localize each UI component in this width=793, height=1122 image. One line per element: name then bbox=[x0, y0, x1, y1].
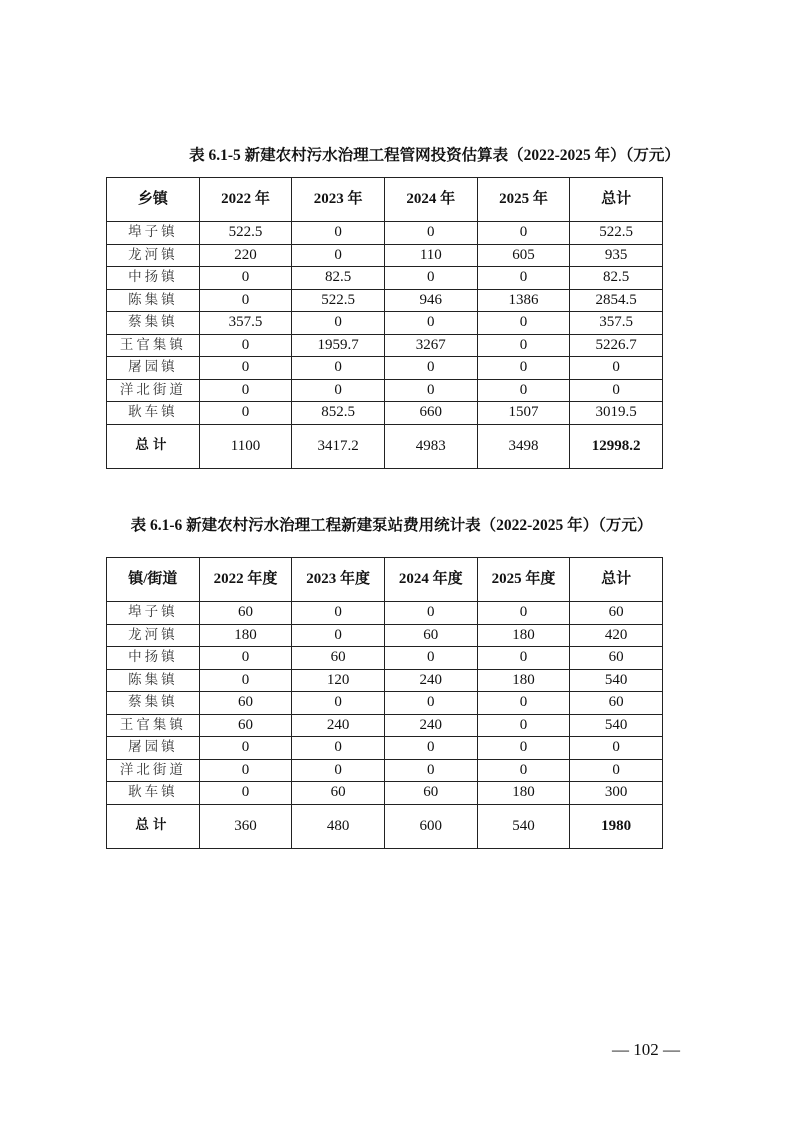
table-row bbox=[107, 714, 663, 737]
town-name-cell: 龙河镇 bbox=[107, 244, 200, 267]
table-row bbox=[107, 692, 663, 715]
value-cell: 946 bbox=[384, 289, 477, 312]
value-cell: 240 bbox=[384, 714, 477, 737]
value-cell: 60 bbox=[570, 647, 663, 670]
value-cell: 3019.5 bbox=[570, 402, 663, 425]
value-cell: 2854.5 bbox=[570, 289, 663, 312]
column-header: 2025 年 bbox=[477, 178, 570, 222]
table1-body bbox=[107, 222, 663, 469]
table-row bbox=[107, 624, 663, 647]
value-cell: 0 bbox=[292, 692, 385, 715]
pump-station-cost-table bbox=[106, 557, 663, 849]
value-cell: 60 bbox=[199, 692, 292, 715]
value-cell: 180 bbox=[477, 669, 570, 692]
table1-caption: 表 6.1-5 新建农村污水治理工程管网投资估算表（2022-2025 年）（万元） bbox=[189, 147, 680, 164]
value-cell: 605 bbox=[477, 244, 570, 267]
value-cell: 220 bbox=[199, 244, 292, 267]
total-row bbox=[107, 804, 663, 848]
table-row bbox=[107, 334, 663, 357]
value-cell: 0 bbox=[477, 222, 570, 245]
value-cell: 1507 bbox=[477, 402, 570, 425]
town-name-cell: 洋北街道 bbox=[107, 759, 200, 782]
table2-body bbox=[107, 602, 663, 849]
table-row bbox=[107, 647, 663, 670]
town-name-cell: 蔡集镇 bbox=[107, 692, 200, 715]
value-cell: 935 bbox=[570, 244, 663, 267]
value-cell: 5226.7 bbox=[570, 334, 663, 357]
value-cell: 0 bbox=[292, 737, 385, 760]
value-cell: 420 bbox=[570, 624, 663, 647]
value-cell: 60 bbox=[199, 602, 292, 625]
value-cell: 0 bbox=[477, 312, 570, 335]
column-header: 2022 年 bbox=[199, 178, 292, 222]
total-value-cell: 540 bbox=[477, 804, 570, 848]
value-cell: 1386 bbox=[477, 289, 570, 312]
table-row bbox=[107, 379, 663, 402]
column-header: 2024 年 bbox=[384, 178, 477, 222]
value-cell: 0 bbox=[199, 782, 292, 805]
value-cell: 0 bbox=[199, 334, 292, 357]
value-cell: 180 bbox=[477, 624, 570, 647]
value-cell: 1959.7 bbox=[292, 334, 385, 357]
value-cell: 0 bbox=[477, 357, 570, 380]
value-cell: 60 bbox=[292, 647, 385, 670]
pipe-network-investment-table bbox=[106, 177, 663, 469]
value-cell: 0 bbox=[292, 602, 385, 625]
value-cell: 357.5 bbox=[199, 312, 292, 335]
total-value-cell: 4983 bbox=[384, 424, 477, 468]
value-cell: 0 bbox=[384, 312, 477, 335]
value-cell: 0 bbox=[384, 759, 477, 782]
table-row bbox=[107, 737, 663, 760]
value-cell: 0 bbox=[477, 602, 570, 625]
value-cell: 522.5 bbox=[292, 289, 385, 312]
value-cell: 0 bbox=[384, 647, 477, 670]
value-cell: 60 bbox=[570, 602, 663, 625]
value-cell: 0 bbox=[477, 759, 570, 782]
town-name-cell: 屠园镇 bbox=[107, 737, 200, 760]
total-value-cell: 3498 bbox=[477, 424, 570, 468]
town-name-cell: 王官集镇 bbox=[107, 714, 200, 737]
value-cell: 82.5 bbox=[292, 267, 385, 290]
value-cell: 0 bbox=[292, 624, 385, 647]
value-cell: 540 bbox=[570, 714, 663, 737]
value-cell: 0 bbox=[292, 222, 385, 245]
value-cell: 0 bbox=[477, 647, 570, 670]
value-cell: 0 bbox=[570, 737, 663, 760]
value-cell: 522.5 bbox=[199, 222, 292, 245]
value-cell: 0 bbox=[199, 379, 292, 402]
value-cell: 60 bbox=[384, 782, 477, 805]
total-label-cell: 总计 bbox=[107, 804, 200, 848]
value-cell: 60 bbox=[384, 624, 477, 647]
grand-total-cell: 12998.2 bbox=[570, 424, 663, 468]
value-cell: 0 bbox=[292, 379, 385, 402]
value-cell: 60 bbox=[199, 714, 292, 737]
town-name-cell: 屠园镇 bbox=[107, 357, 200, 380]
value-cell: 180 bbox=[477, 782, 570, 805]
total-label-cell: 总计 bbox=[107, 424, 200, 468]
value-cell: 0 bbox=[384, 737, 477, 760]
value-cell: 0 bbox=[570, 759, 663, 782]
town-name-cell: 龙河镇 bbox=[107, 624, 200, 647]
value-cell: 0 bbox=[384, 222, 477, 245]
town-name-cell: 蔡集镇 bbox=[107, 312, 200, 335]
town-name-cell: 耿车镇 bbox=[107, 402, 200, 425]
table1-header-row bbox=[107, 178, 663, 222]
table-row bbox=[107, 402, 663, 425]
table-row bbox=[107, 267, 663, 290]
value-cell: 180 bbox=[199, 624, 292, 647]
value-cell: 110 bbox=[384, 244, 477, 267]
value-cell: 0 bbox=[477, 267, 570, 290]
value-cell: 0 bbox=[199, 402, 292, 425]
column-header: 2025 年度 bbox=[477, 558, 570, 602]
value-cell: 0 bbox=[199, 759, 292, 782]
value-cell: 0 bbox=[292, 312, 385, 335]
total-value-cell: 1100 bbox=[199, 424, 292, 468]
town-name-cell: 中扬镇 bbox=[107, 267, 200, 290]
column-header: 2024 年度 bbox=[384, 558, 477, 602]
total-value-cell: 480 bbox=[292, 804, 385, 848]
value-cell: 0 bbox=[477, 737, 570, 760]
value-cell: 60 bbox=[570, 692, 663, 715]
total-value-cell: 3417.2 bbox=[292, 424, 385, 468]
value-cell: 0 bbox=[199, 669, 292, 692]
column-header: 镇/街道 bbox=[107, 558, 200, 602]
value-cell: 82.5 bbox=[570, 267, 663, 290]
value-cell: 0 bbox=[570, 357, 663, 380]
value-cell: 357.5 bbox=[570, 312, 663, 335]
column-header: 2023 年度 bbox=[292, 558, 385, 602]
value-cell: 240 bbox=[384, 669, 477, 692]
total-value-cell: 360 bbox=[199, 804, 292, 848]
value-cell: 660 bbox=[384, 402, 477, 425]
table-row bbox=[107, 244, 663, 267]
value-cell: 0 bbox=[199, 647, 292, 670]
value-cell: 0 bbox=[292, 244, 385, 267]
total-row bbox=[107, 424, 663, 468]
value-cell: 0 bbox=[199, 737, 292, 760]
value-cell: 240 bbox=[292, 714, 385, 737]
value-cell: 3267 bbox=[384, 334, 477, 357]
town-name-cell: 埠子镇 bbox=[107, 602, 200, 625]
value-cell: 0 bbox=[199, 289, 292, 312]
table2-header-row bbox=[107, 558, 663, 602]
page-number: — 102 — bbox=[612, 1040, 680, 1059]
town-name-cell: 耿车镇 bbox=[107, 782, 200, 805]
table2-caption: 表 6.1-6 新建农村污水治理工程新建泵站费用统计表（2022-2025 年）（万元） bbox=[130, 517, 653, 534]
value-cell: 0 bbox=[199, 357, 292, 380]
value-cell: 0 bbox=[384, 379, 477, 402]
value-cell: 0 bbox=[384, 602, 477, 625]
value-cell: 60 bbox=[292, 782, 385, 805]
table-row bbox=[107, 759, 663, 782]
grand-total-cell: 1980 bbox=[570, 804, 663, 848]
town-name-cell: 陈集镇 bbox=[107, 289, 200, 312]
column-header: 2022 年度 bbox=[199, 558, 292, 602]
town-name-cell: 埠子镇 bbox=[107, 222, 200, 245]
total-value-cell: 600 bbox=[384, 804, 477, 848]
table-row bbox=[107, 602, 663, 625]
town-name-cell: 陈集镇 bbox=[107, 669, 200, 692]
value-cell: 0 bbox=[292, 759, 385, 782]
table-row bbox=[107, 289, 663, 312]
column-header: 乡镇 bbox=[107, 178, 200, 222]
value-cell: 0 bbox=[384, 357, 477, 380]
column-header: 总计 bbox=[570, 558, 663, 602]
value-cell: 0 bbox=[292, 357, 385, 380]
value-cell: 0 bbox=[384, 692, 477, 715]
value-cell: 0 bbox=[477, 334, 570, 357]
table-row bbox=[107, 222, 663, 245]
value-cell: 0 bbox=[477, 714, 570, 737]
value-cell: 0 bbox=[477, 379, 570, 402]
table-row bbox=[107, 669, 663, 692]
column-header: 2023 年 bbox=[292, 178, 385, 222]
value-cell: 0 bbox=[477, 692, 570, 715]
town-name-cell: 中扬镇 bbox=[107, 647, 200, 670]
value-cell: 0 bbox=[570, 379, 663, 402]
town-name-cell: 王官集镇 bbox=[107, 334, 200, 357]
value-cell: 120 bbox=[292, 669, 385, 692]
value-cell: 522.5 bbox=[570, 222, 663, 245]
table-row bbox=[107, 782, 663, 805]
value-cell: 300 bbox=[570, 782, 663, 805]
table-row bbox=[107, 312, 663, 335]
table-row bbox=[107, 357, 663, 380]
town-name-cell: 洋北街道 bbox=[107, 379, 200, 402]
column-header: 总计 bbox=[570, 178, 663, 222]
value-cell: 0 bbox=[199, 267, 292, 290]
value-cell: 852.5 bbox=[292, 402, 385, 425]
value-cell: 0 bbox=[384, 267, 477, 290]
value-cell: 540 bbox=[570, 669, 663, 692]
